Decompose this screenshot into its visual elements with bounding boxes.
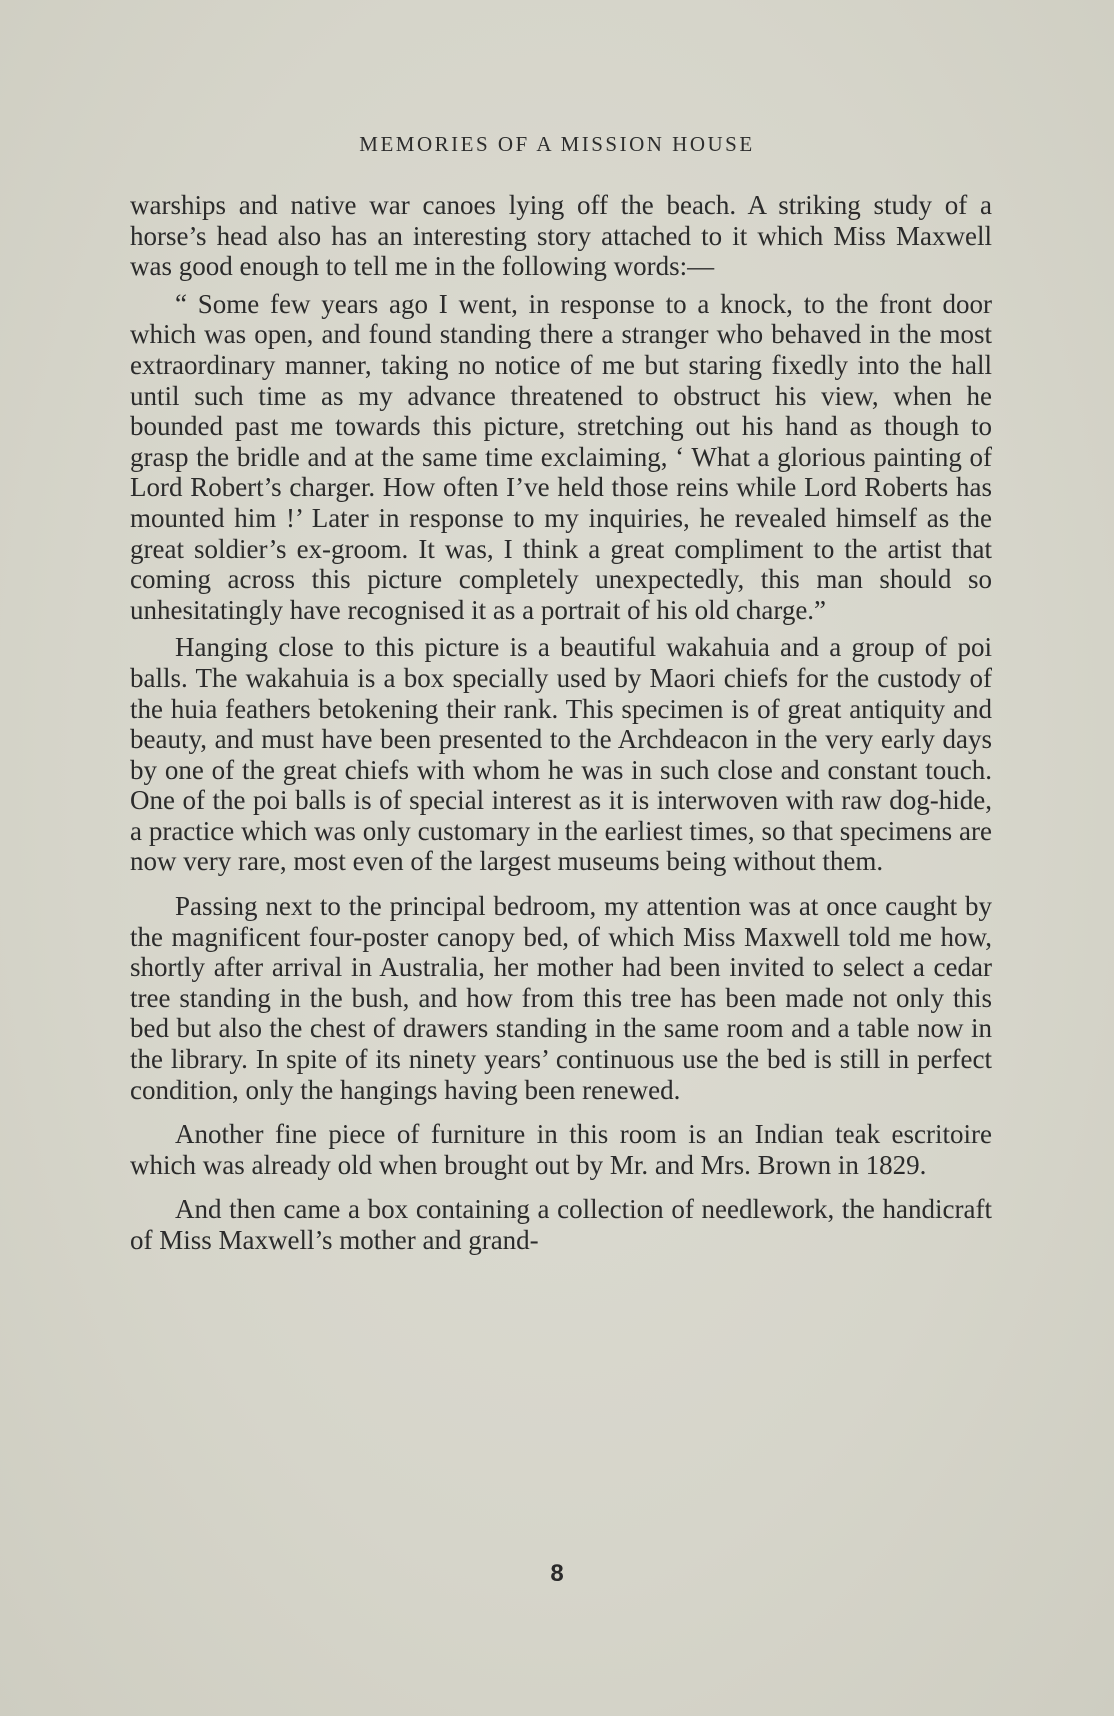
paragraph-1: warships and native war canoes lying off the beach. A striking study of a horse’s head also has an interesting story attached to it which Miss Maxwell was good enough to tell me in the following words:— [130, 190, 992, 282]
body-text [130, 190, 992, 1263]
paragraph-2: “ Some few years ago I went, in response to a knock, to the front door which was open, and found standing there a stranger who behaved in the most extraordinary manner, taking no notice of me but staring fixedly into the hall until such time as my advance threatened to obstruct his view, when he bounded past me towards this picture, stretching out his hand as though to grasp the bridle and at the same time exclaiming, ‘ What a glorious painting of Lord Robert’s charger. How often I’ve held those reins while Lord Roberts has mounted him !’ Later in response to my inquiries, he revealed himself as the great soldier’s ex-groom. It was, I think a great compliment to the artist that coming across this picture completely unexpectedly, this man should so unhesitatingly have recognised it as a portrait of his old charge.” [130, 288, 992, 625]
paragraph-3: Hanging close to this picture is a beautiful wakahuia and a group of poi balls. The wakahuia is a box specially used by Maori chiefs for the custody of the huia feathers betokening their rank. This specimen is of great antiquity and beauty, and must have been presented to the Archdeacon in the very early days by one of the great chiefs with whom he was in such close and constant touch. One of the poi balls is of special interest as it is interwoven with raw dog-hide, a practice which was only customary in the earliest times, so that specimens are now very rare, most even of the largest museums being without them. [130, 632, 992, 877]
paragraph-5: Another fine piece of furniture in this room is an Indian teak escritoire which was already old when brought out by Mr. and Mrs. Brown in 1829. [130, 1119, 992, 1180]
page-number: 8 [550, 1560, 564, 1587]
running-head: MEMORIES OF A MISSION HOUSE [359, 132, 755, 156]
paragraph-6: And then came a box containing a collection of needlework, the handicraft of Miss Maxwell’s mother and grand- [130, 1194, 992, 1255]
paragraph-4: Passing next to the principal bedroom, my attention was at once caught by the magnificent four-poster canopy bed, of which Miss Maxwell told me how, shortly after arrival in Australia, her mother had been invited to select a cedar tree standing in the bush, and how from this tree has been made not only this bed but also the chest of drawers standing in the same room and a table now in the library. In spite of its ninety years’ continuous use the bed is still in perfect condition, only the hangings having been renewed. [130, 891, 992, 1105]
